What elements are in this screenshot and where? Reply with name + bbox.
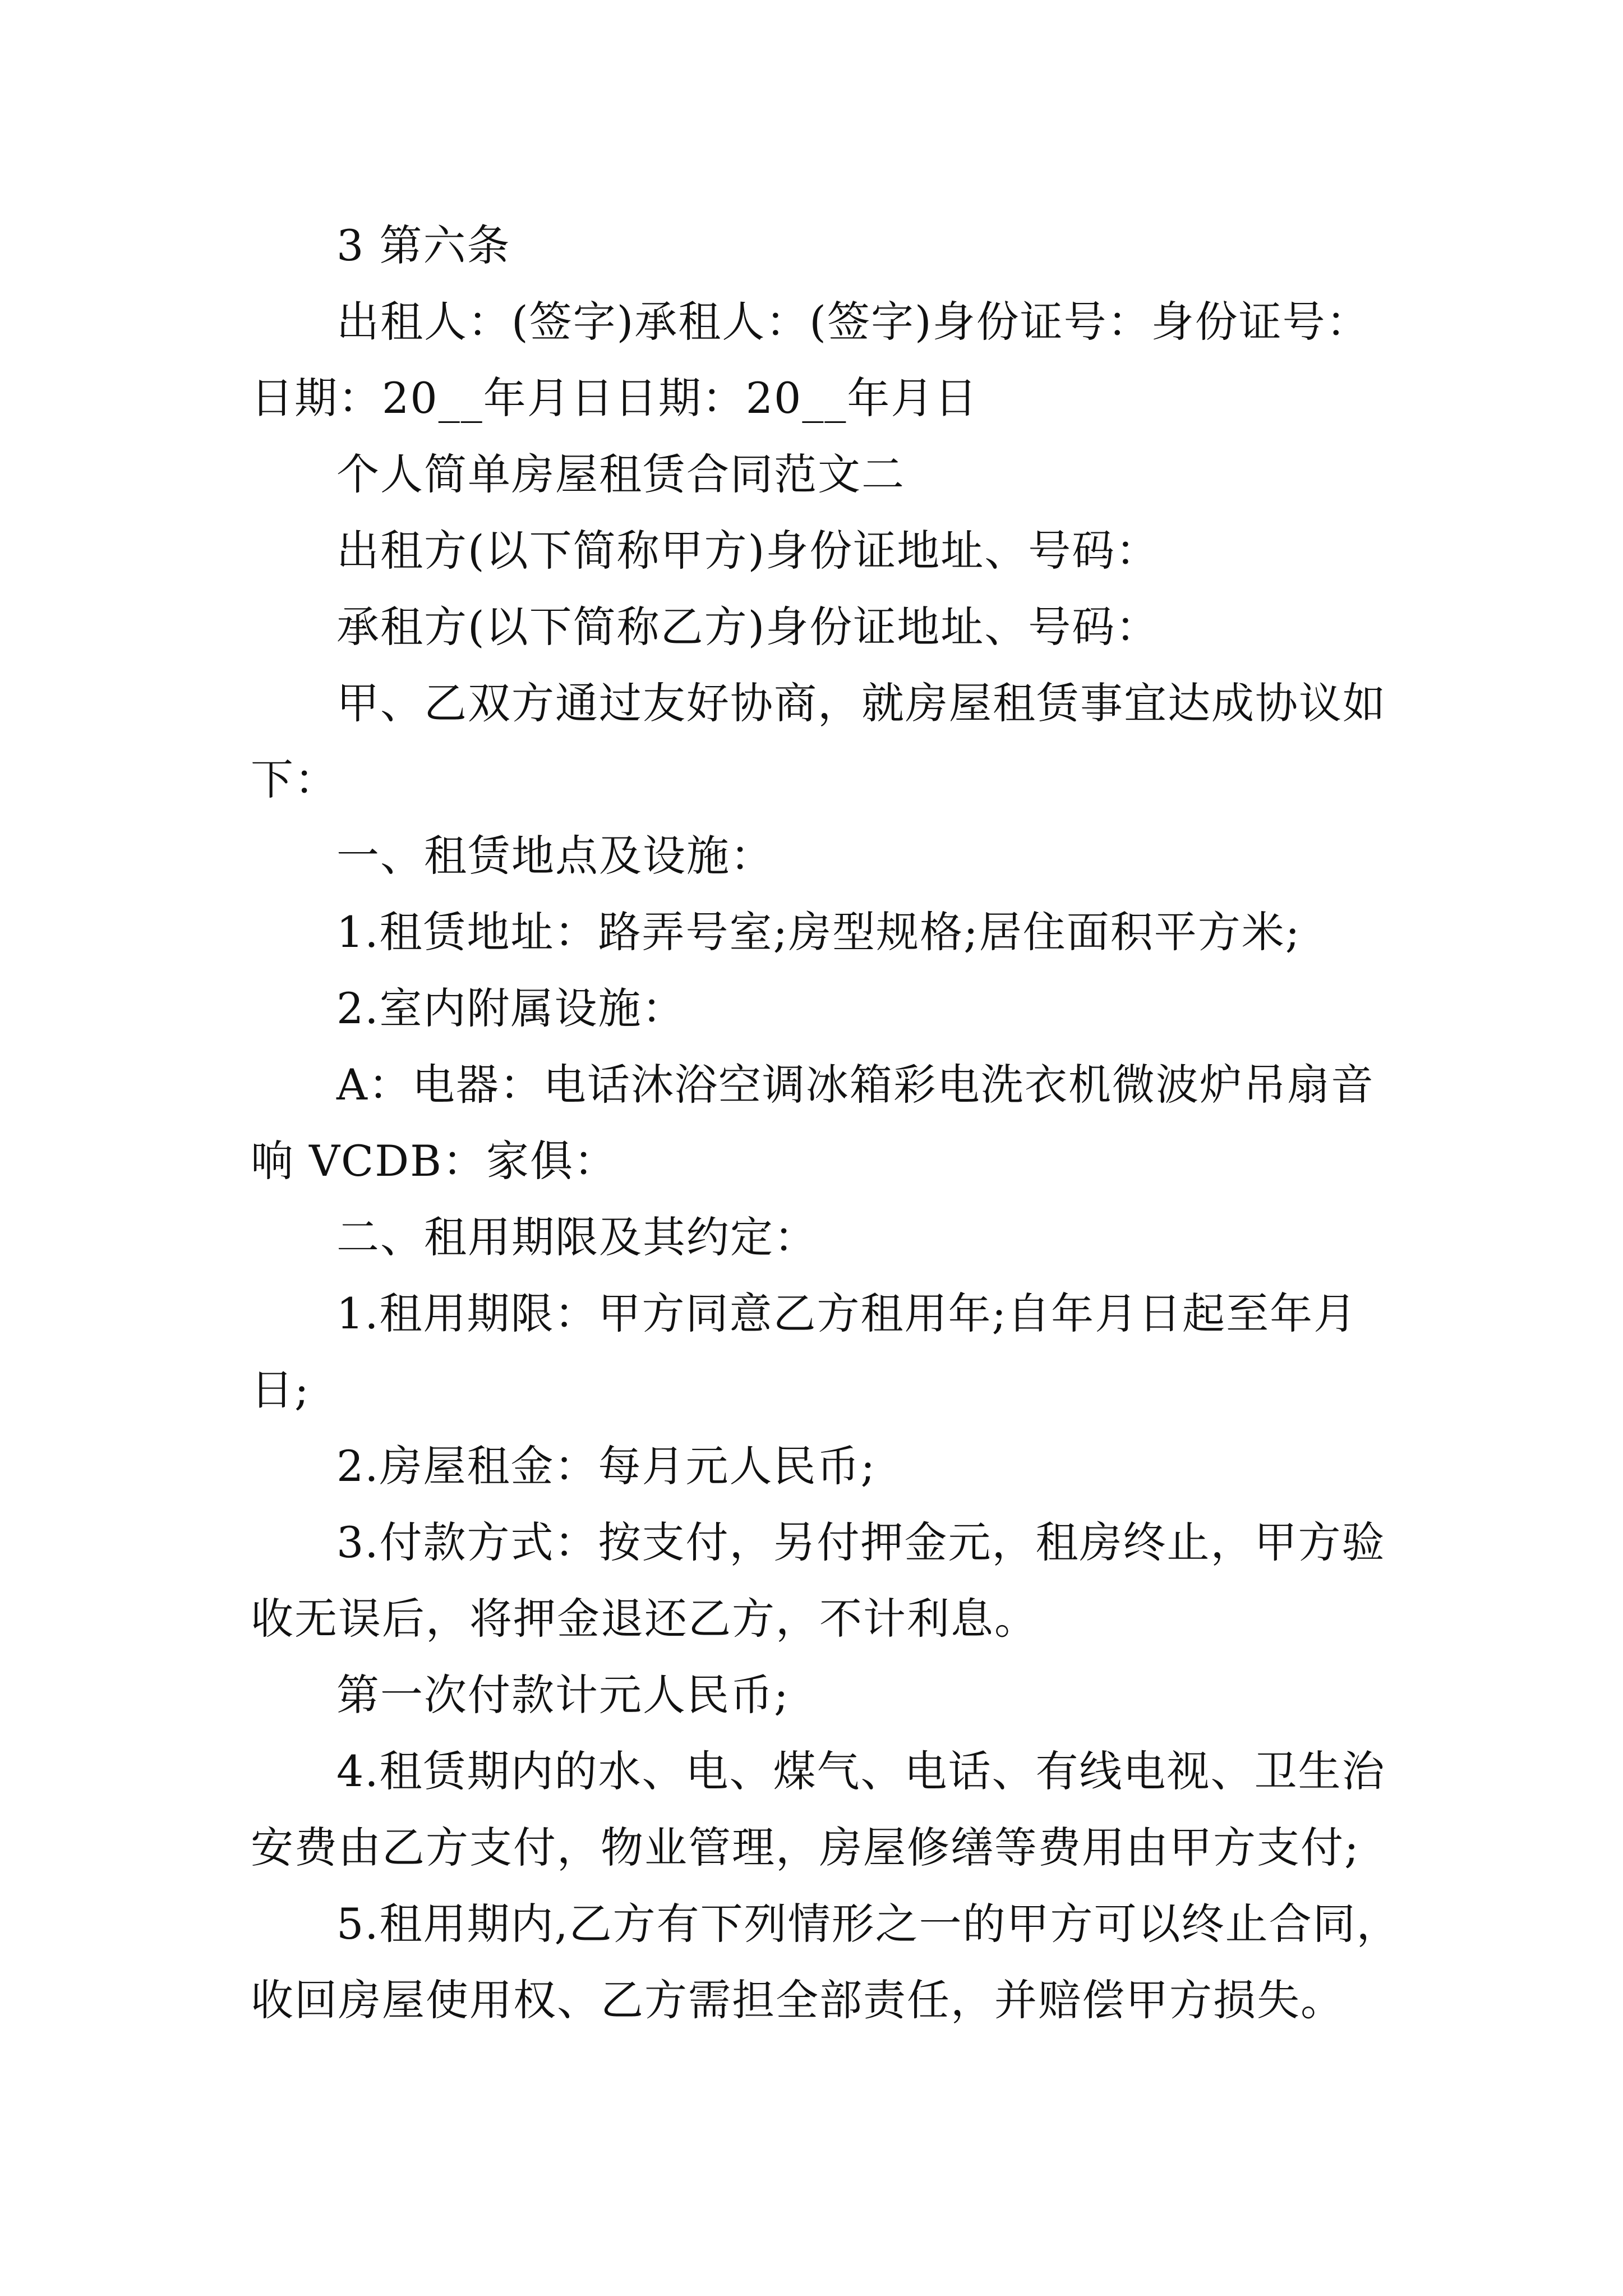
- signature-line: 出租人：(签字)承租人：(签字)身份证号：身份证号：: [336, 297, 1370, 347]
- paragraph-line: 下：: [251, 754, 338, 804]
- paragraph-line: 1.租赁地址：路弄号室;房型规格;居住面积平方米;: [336, 907, 1301, 957]
- paragraph-line: 安费由乙方支付，物业管理，房屋修缮等费用由甲方支付;: [251, 1823, 1360, 1872]
- lessor-line: 出租方(以下简称甲方)身份证地址、号码：: [336, 526, 1160, 576]
- paragraph-line: 3.付款方式：按支付，另付押金元，租房终止，甲方验: [336, 1517, 1386, 1567]
- paragraph-line: 1.租用期限：甲方同意乙方租用年;自年月日起至年月: [336, 1289, 1358, 1338]
- paragraph-line: 收回房屋使用权、乙方需担全部责任，并赔偿甲方损失。: [251, 1975, 1344, 2025]
- article-heading: 3 第六条: [336, 220, 511, 270]
- section-heading: 二、租用期限及其约定：: [336, 1212, 818, 1262]
- contract-title: 个人简单房屋租赁合同范文二: [336, 449, 905, 499]
- paragraph-line: 5.租用期内,乙方有下列情形之一的甲方可以终止合同，: [336, 1899, 1400, 1949]
- paragraph-line: 2.房屋租金：每月元人民币;: [336, 1441, 877, 1491]
- paragraph-line: 响 VCDB：家俱：: [251, 1136, 617, 1186]
- section-heading: 一、租赁地点及设施：: [336, 831, 774, 881]
- paragraph-line: 甲、乙双方通过友好协商，就房屋租赁事宜达成协议如: [336, 678, 1386, 728]
- paragraph-line: 第一次付款计元人民币;: [336, 1670, 790, 1720]
- paragraph-line: 4.租赁期内的水、电、煤气、电话、有线电视、卫生治: [336, 1746, 1386, 1796]
- date-line: 日期：20__年月日日期：20__年月日: [251, 373, 979, 423]
- paragraph-line: 日;: [251, 1365, 310, 1415]
- paragraph-line: 收无误后，将押金退还乙方，不计利息。: [251, 1594, 1038, 1644]
- lessee-line: 承租方(以下简称乙方)身份证地址、号码：: [336, 602, 1160, 652]
- paragraph-line: A：电器：电话沐浴空调冰箱彩电洗衣机微波炉吊扇音: [336, 1060, 1375, 1110]
- paragraph-line: 2.室内附属设施：: [336, 983, 686, 1033]
